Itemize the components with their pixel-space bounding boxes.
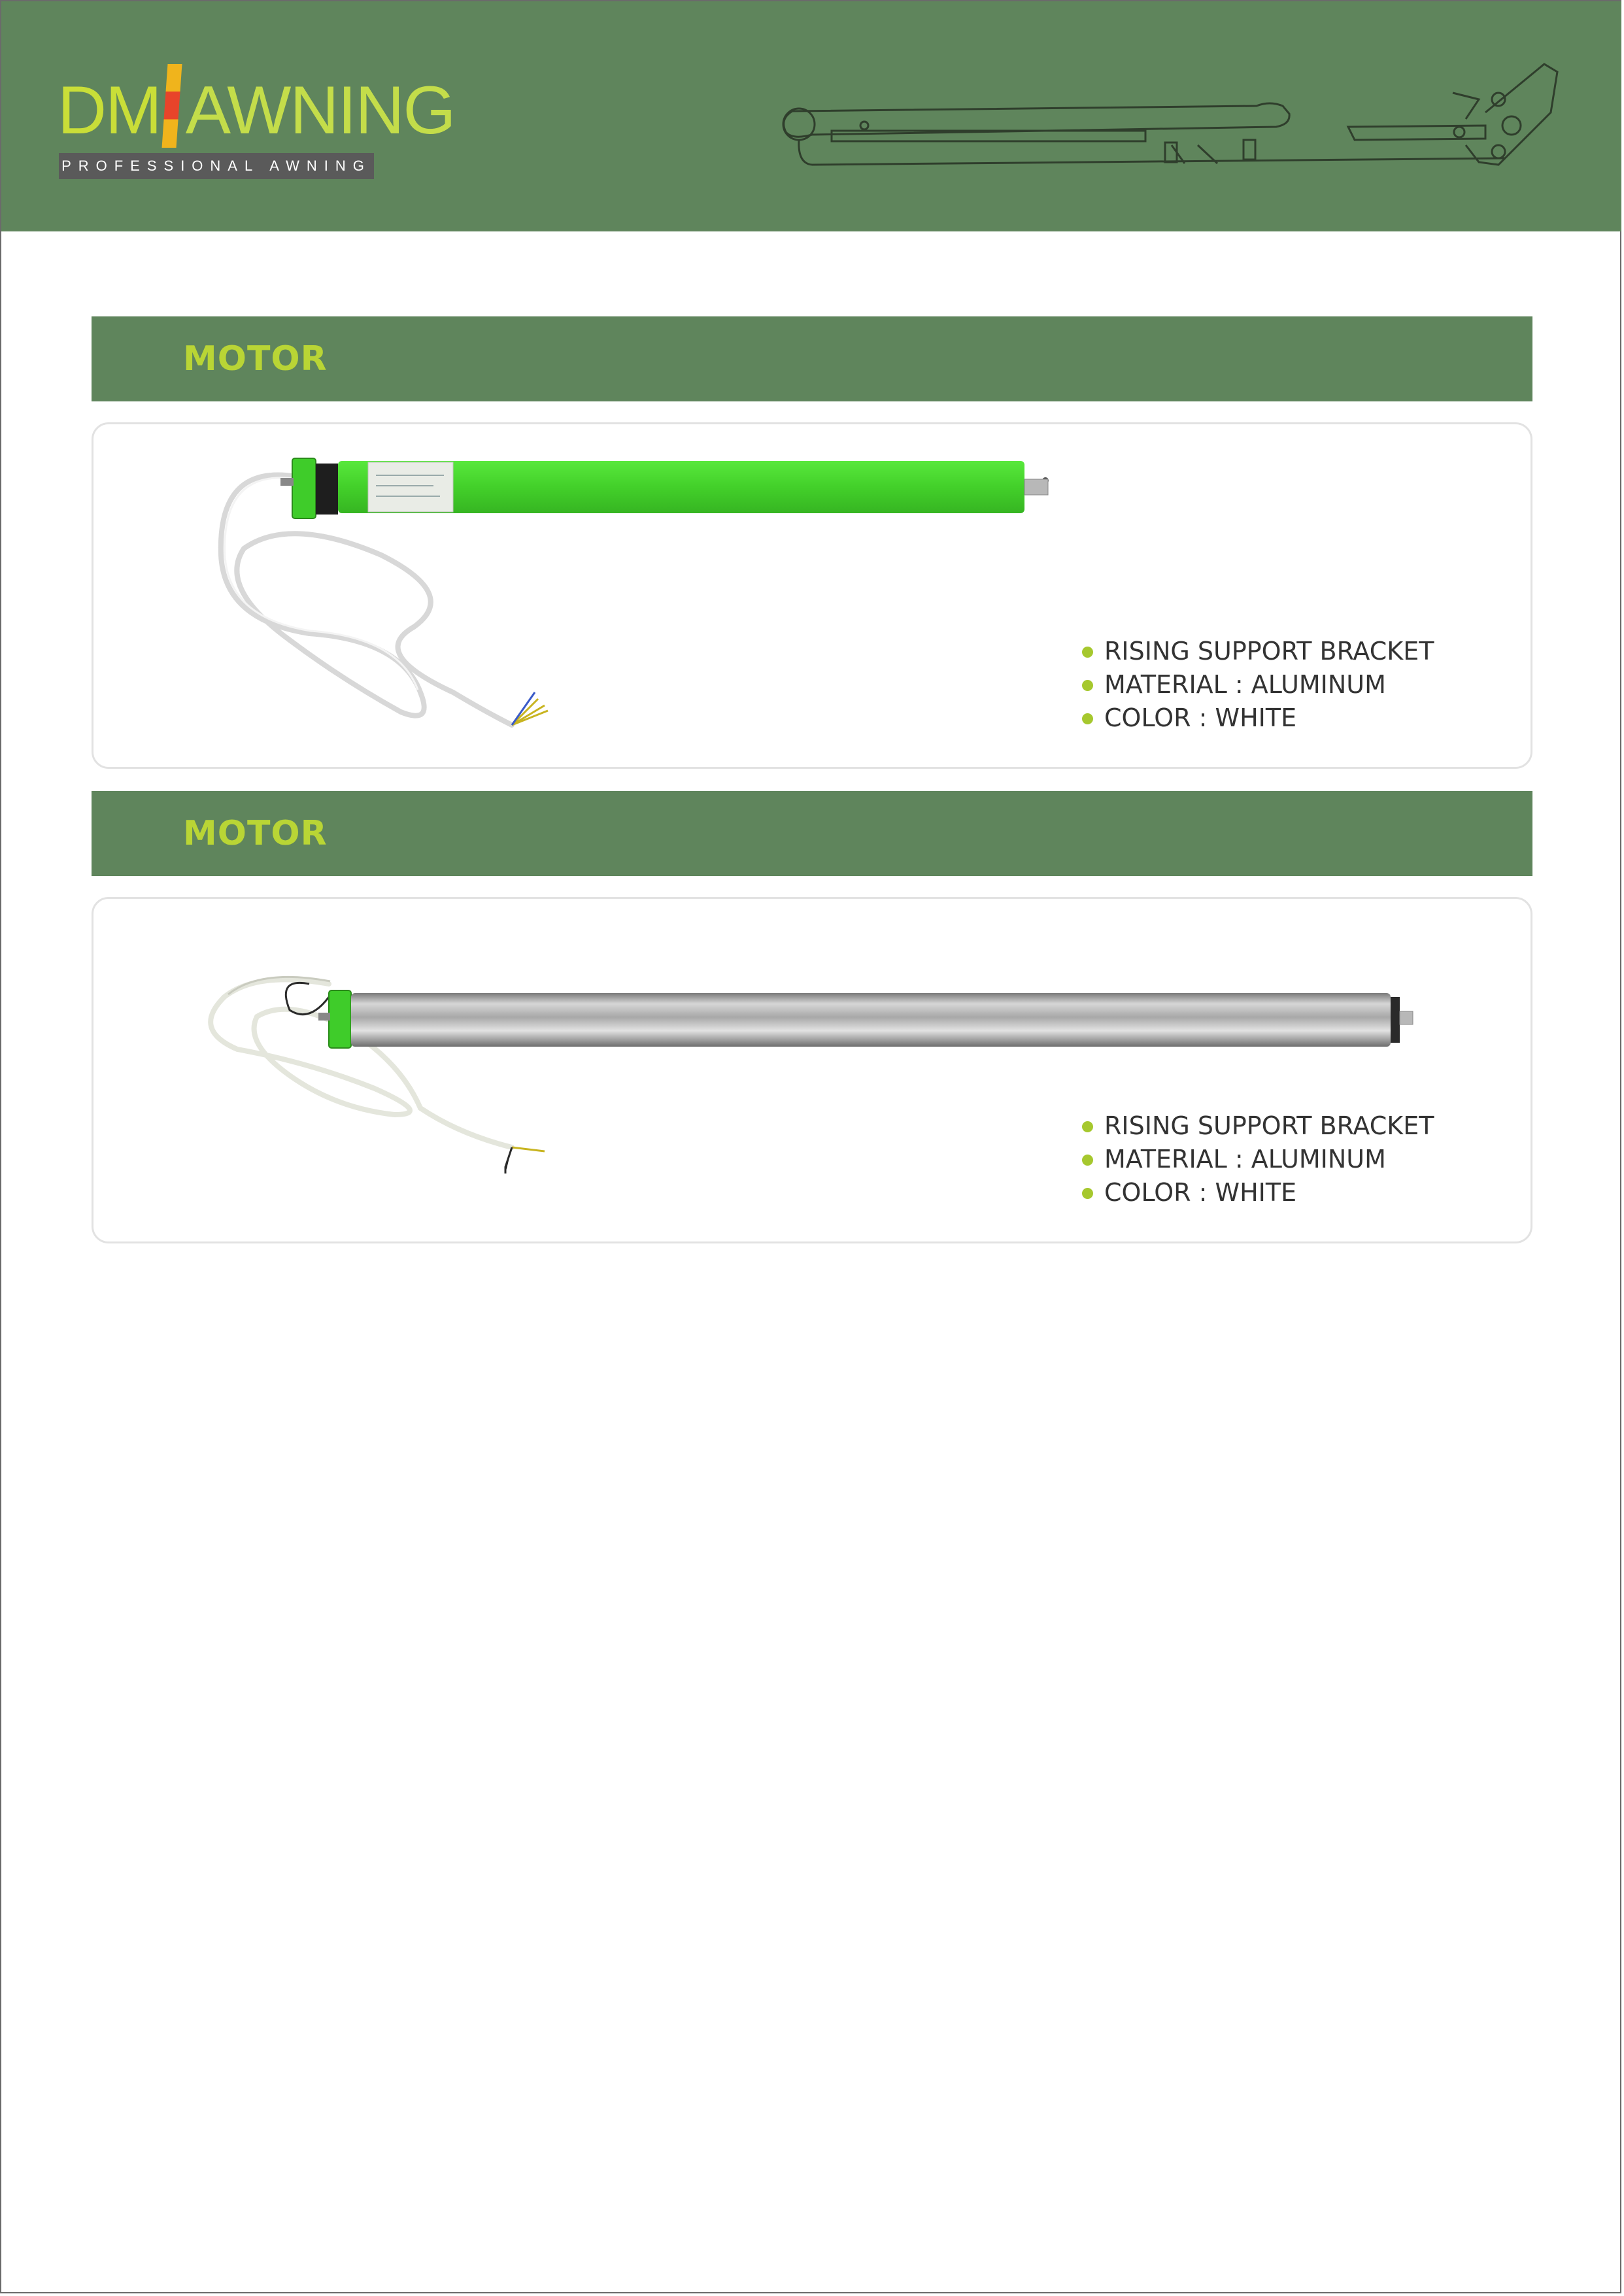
feature-item <box>1082 668 1434 701</box>
feature-item <box>1082 701 1434 735</box>
logo-stripe-icon <box>161 64 182 148</box>
brand-logo <box>58 64 455 148</box>
feature-list <box>1082 1109 1434 1209</box>
feature-item <box>1082 635 1434 668</box>
product-card-motor-1 <box>92 422 1532 769</box>
section-header-motor-1 <box>92 316 1532 401</box>
awning-folding-arm-icon <box>773 54 1564 184</box>
logo-brand-right: AWNING <box>185 73 455 148</box>
feature-text: MATERIAL : ALUMINUM <box>1104 1145 1386 1173</box>
bullet-icon <box>1082 680 1093 691</box>
feature-text: RISING SUPPORT BRACKET <box>1104 637 1434 666</box>
logo-brand-left: DM <box>58 73 161 148</box>
feature-item <box>1082 1109 1434 1143</box>
feature-item <box>1082 1143 1434 1176</box>
section-title: MOTOR <box>183 339 328 379</box>
feature-text: COLOR : WHITE <box>1104 1178 1297 1207</box>
section-header-motor-2 <box>92 791 1532 876</box>
feature-item <box>1082 1176 1434 1209</box>
feature-text: MATERIAL : ALUMINUM <box>1104 670 1386 699</box>
feature-list <box>1082 635 1434 735</box>
bullet-icon <box>1082 713 1093 724</box>
green-tubular-motor-icon <box>93 424 1140 771</box>
product-card-motor-2 <box>92 897 1532 1243</box>
bullet-icon <box>1082 1188 1093 1199</box>
feature-text: COLOR : WHITE <box>1104 703 1297 732</box>
logo-tagline: PROFESSIONAL AWNING <box>59 153 374 179</box>
page-header <box>1 1 1621 231</box>
bullet-icon <box>1082 647 1093 658</box>
section-title: MOTOR <box>183 814 328 853</box>
bullet-icon <box>1082 1121 1093 1132</box>
feature-text: RISING SUPPORT BRACKET <box>1104 1111 1434 1140</box>
bullet-icon <box>1082 1155 1093 1166</box>
